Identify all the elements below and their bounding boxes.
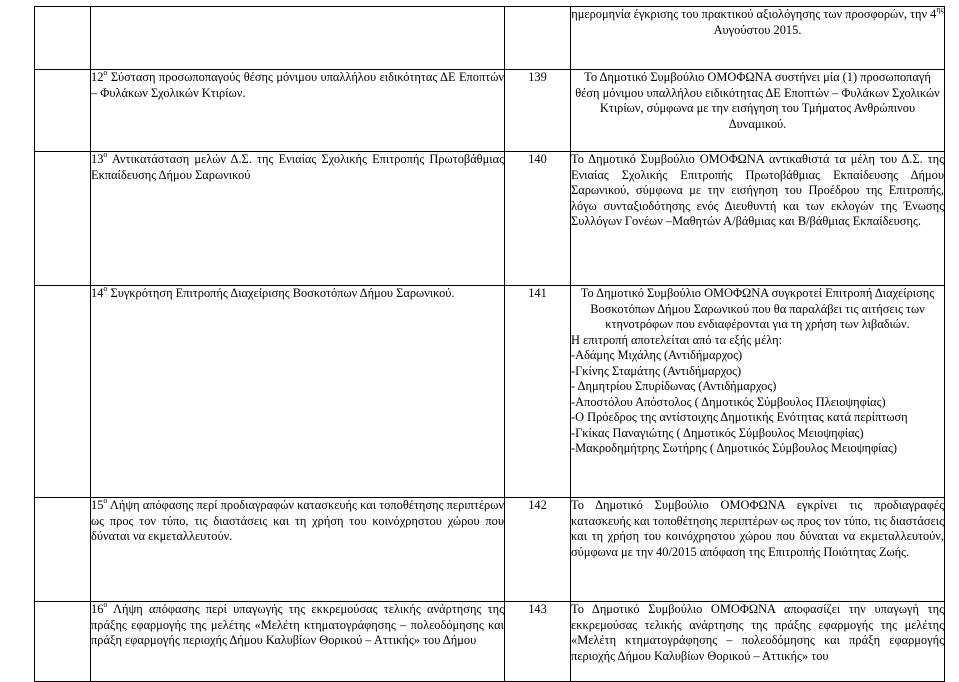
ordinal-degree: ο — [103, 149, 108, 159]
member-item: -Γκίνης Σταμάτης (Αντιδήμαρχος) — [571, 363, 742, 378]
subject-text: Σύσταση προσωποπαγούς θέσης μόνιμου υπαλλήλου ειδικότητας ΔΕ Εποπτών – Φυλάκων Σχολικών Κτιρίων. — [91, 70, 504, 100]
item-ordinal: 15 — [91, 498, 104, 512]
subject-cell — [91, 149, 505, 286]
table-row — [35, 498, 945, 602]
resolution-text-end: Αυγούστου 2015. — [713, 22, 802, 37]
decision-number-cell — [505, 7, 571, 70]
decision-number: 141 — [505, 286, 571, 498]
item-ordinal: 16 — [91, 602, 104, 616]
item-ordinal: 12 — [91, 70, 104, 84]
subject-cell — [91, 495, 505, 602]
subject-cell — [91, 7, 505, 70]
table-row — [35, 602, 945, 682]
item-ordinal: 13 — [91, 152, 104, 166]
decision-number: 142 — [505, 498, 571, 602]
resolution-text: Το Δημοτικό Συμβούλιο ΟΜΟΦΩΝΑ αποφασίζει την υπαγωγή της εκκρεμούσας τελικής ανάρτησης της πράξης εφαρμογής της μελέτης «Μελέτη κτηματογράφησης – πολεοδόμησης και πράξη εφαρμογής περιοχής Δήμου Καλυβίων Θορικού – Αττικής» του — [571, 602, 945, 682]
minutes-table — [34, 6, 945, 682]
resolution-text: Το Δημοτικό Συμβούλιο ΟΜΟΦΩΝΑ συστήνει μία (1) προσωποπαγή θέση μόνιμου υπαλλήλου ειδικότητας ΔΕ Εποπτών – Φυλάκων Σχολικών Κτιρίων, σύμφωνα με την εισήγηση του Τμήματος Ανθρώπινου Δυναμικού. — [571, 70, 945, 152]
row-number-cell — [35, 602, 91, 682]
decision-number: 143 — [505, 602, 571, 682]
item-ordinal: 14 — [91, 286, 104, 300]
subject-text: Αντικατάσταση μελών Δ.Σ. της Ενιαίας Σχολικής Επιτροπής Πρωτοβάθμιας Εκπαίδευσης Δήμου Σαρωνικού — [91, 152, 504, 182]
member-item: -Ο Πρόεδρος της αντίστοιχης Δημοτικής Ενότητας κατά περίπτωση — [571, 410, 908, 424]
ordinal-degree: ο — [103, 67, 108, 77]
row-number-cell — [35, 286, 91, 498]
member-item: -Αδάμης Μιχάλης (Αντιδήμαρχος) — [571, 348, 743, 362]
ordinal-suffix: ης — [936, 4, 944, 14]
decision-number: 140 — [505, 152, 571, 286]
row-number-cell — [35, 7, 91, 70]
subject-text: Λήψη απόφασης περί προδιαγραφών κατασκευής και τοποθέτησης περιπτέρων ως προς τον τύπο, τις διαστάσεις και τη χρήση του κοινόχρηστου χώρου που δύναται να εκμεταλλευτούν. — [91, 498, 504, 543]
resolution-text: Το Δημοτικό Συμβούλιο ΟΜΟΦΩΝΑ συγκροτεί Επιτροπή Διαχείρισης Βοσκοτόπων Δήμου Σαρωνικού που θα παραλάβει τις αιτήσεις των κτηνοτρόφων που ενδιαφέρονται για τη χρήση των λιβαδιών. — [580, 286, 935, 331]
row-number-cell — [35, 152, 91, 286]
table-row — [35, 152, 945, 286]
resolution-cell — [571, 286, 945, 498]
member-item: -Αποστόλου Απόστολος ( Δημοτικός Σύμβουλος Πλειοψηφίας) — [571, 394, 886, 409]
table-row — [35, 7, 945, 70]
row-number-cell — [35, 498, 91, 602]
ordinal-degree: ο — [103, 283, 108, 293]
subject-cell — [91, 67, 505, 152]
resolution-text: ημερομηνία έγκρισης του πρακτικού αξιολόγησης των προσφορών, την 4 — [571, 7, 937, 21]
ordinal-degree: ο — [103, 599, 108, 609]
resolution-text: Το Δημοτικό Συμβούλιο ΟΜΟΦΩΝΑ εγκρίνει τις προδιαγραφές κατασκευής και τοποθέτησης περιπτέρων ως προς τον τύπο, τις διαστάσεις και τη χρήση του κοινόχρηστου χώρου που δύναται να εκμεταλλευτούν, σύμφωνα με την 40/2015 απόφαση της Επιτροπής Ποιότητας Ζωής. — [571, 498, 945, 602]
subject-cell — [91, 283, 505, 498]
subject-text: Λήψη απόφασης περί υπαγωγής της εκκρεμούσας τελικής ανάρτησης της πράξης εφαρμογής της μελέτης «Μελέτη κτηματογράφησης – πολεοδόμησης και πράξη εφαρμογής περιοχής Δήμου Καλυβίων Θορικού – Αττικής» του Δήμου — [91, 602, 504, 647]
subject-text: Συγκρότηση Επιτροπής Διαχείρισης Βοσκοτόπων Δήμου Σαρωνικού. — [107, 286, 455, 300]
member-item: -Γκίκας Παναγιώτης ( Δημοτικός Σύμβουλος Μειοψηφίας) — [571, 425, 864, 440]
resolution-cell — [571, 4, 945, 70]
member-item: -Μακροδημήτρης Σωτήρης ( Δημοτικός Σύμβουλος Μειοψηφίας) — [571, 441, 897, 455]
table-row — [35, 286, 945, 498]
row-number-cell — [35, 70, 91, 152]
table-row — [35, 70, 945, 152]
subject-cell — [91, 599, 505, 682]
member-item: - Δημητρίου Σπυρίδωνας (Αντιδήμαρχος) — [571, 379, 777, 393]
resolution-text: Το Δημοτικό Συμβούλιο ΟΜΟΦΩΝΑ αντικαθιστά τα μέλη του Δ.Σ. της Ενιαίας Σχολικής Επιτροπής Πρωτοβάθμιας Εκπαίδευσης Δήμου Σαρωνικού, σύμφωνα με την εισήγηση του Προέδρου της Επιτροπής, λόγω συνταξιοδότησης ενός Διευθυντή και των εκλογών της Ένωσης Συλλόγων Γονέων –Μαθητών Α/βάθμιας και Β/βάθμιας Εκπαίδευσης. — [571, 152, 945, 286]
members-intro: Η επιτροπή αποτελείται από τα εξής μέλη: — [571, 332, 783, 347]
decision-number: 139 — [505, 70, 571, 152]
ordinal-degree: ο — [103, 495, 108, 505]
